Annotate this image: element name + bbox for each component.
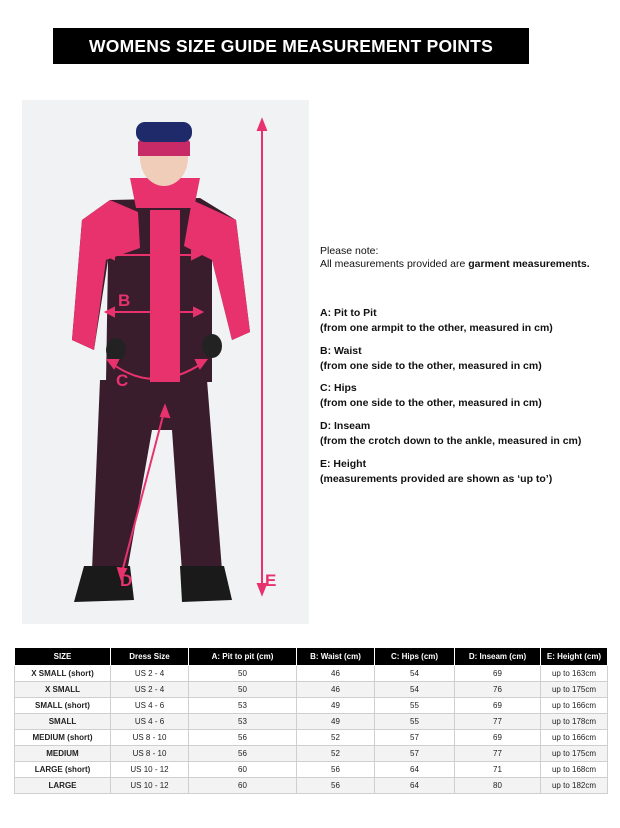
header-pit-to-pit: A: Pit to pit (cm)	[189, 648, 297, 666]
table-header-row	[15, 648, 608, 666]
cell-inseam: 69	[455, 730, 541, 746]
measurement-point-c	[320, 381, 610, 410]
measurement-point-title: C: Hips	[320, 382, 357, 394]
note-text-bold: garment measurements.	[468, 258, 590, 270]
measurement-point-desc: (from one armpit to the other, measured in cm)	[320, 321, 553, 334]
cell-size: X SMALL (short)	[15, 666, 111, 682]
header-waist: B: Waist (cm)	[297, 648, 375, 666]
note-text-prefix: All measurements provided are	[320, 258, 469, 270]
cell-inseam: 77	[455, 746, 541, 762]
measurement-point-desc: (from the crotch down to the ankle, measured in cm)	[320, 434, 582, 447]
cell-size: LARGE	[15, 778, 111, 794]
cell-dress-size: US 2 - 4	[111, 682, 189, 698]
cell-inseam: 77	[455, 714, 541, 730]
note-text	[320, 258, 610, 271]
table-row	[15, 762, 608, 778]
cell-pit-to-pit: 53	[189, 714, 297, 730]
table-row	[15, 682, 608, 698]
cell-height: up to 163cm	[541, 666, 608, 682]
cell-dress-size: US 8 - 10	[111, 746, 189, 762]
cell-height: up to 182cm	[541, 778, 608, 794]
cell-hips: 55	[375, 698, 455, 714]
measurement-point-e	[320, 457, 610, 486]
cell-dress-size: US 10 - 12	[111, 778, 189, 794]
cell-height: up to 166cm	[541, 698, 608, 714]
cell-hips: 57	[375, 746, 455, 762]
cell-inseam: 69	[455, 698, 541, 714]
measurement-point-d	[320, 419, 610, 448]
notes-block	[320, 245, 610, 271]
cell-waist: 49	[297, 714, 375, 730]
cell-hips: 54	[375, 682, 455, 698]
header-dress-size: Dress Size	[111, 648, 189, 666]
front-zip-panel	[150, 210, 180, 382]
cell-dress-size: US 4 - 6	[111, 698, 189, 714]
cell-dress-size: US 2 - 4	[111, 666, 189, 682]
label-c: C	[116, 371, 129, 390]
header-hips: C: Hips (cm)	[375, 648, 455, 666]
arrow-e-head-top	[258, 120, 266, 130]
cell-height: up to 166cm	[541, 730, 608, 746]
measurement-point-desc: (from one side to the other, measured in cm)	[320, 359, 542, 372]
cell-pit-to-pit: 50	[189, 682, 297, 698]
cell-pit-to-pit: 56	[189, 746, 297, 762]
pants-shape	[92, 380, 222, 572]
cell-pit-to-pit: 60	[189, 762, 297, 778]
label-e: E	[265, 571, 277, 590]
cell-size: MEDIUM	[15, 746, 111, 762]
cell-waist: 46	[297, 666, 375, 682]
label-a: A	[116, 235, 129, 254]
model-photo	[22, 100, 309, 624]
measurement-point-b	[320, 344, 610, 373]
cell-pit-to-pit: 50	[189, 666, 297, 682]
cell-pit-to-pit: 60	[189, 778, 297, 794]
label-d: D	[120, 571, 133, 590]
header-inseam: D: Inseam (cm)	[455, 648, 541, 666]
left-glove	[106, 338, 126, 362]
cell-dress-size: US 10 - 12	[111, 762, 189, 778]
model-illustration	[22, 100, 309, 624]
table-row	[15, 778, 608, 794]
measurement-point-title: D: Inseam	[320, 420, 371, 432]
cell-inseam: 76	[455, 682, 541, 698]
table-row	[15, 730, 608, 746]
right-boot	[180, 566, 232, 602]
table-row	[15, 714, 608, 730]
header-height: E: Height (cm)	[541, 648, 608, 666]
cell-waist: 56	[297, 778, 375, 794]
table-row	[15, 698, 608, 714]
cell-size: X SMALL	[15, 682, 111, 698]
cell-waist: 52	[297, 746, 375, 762]
measurement-point-desc: (from one side to the other, measured in cm)	[320, 396, 542, 409]
table-row	[15, 746, 608, 762]
cell-waist: 52	[297, 730, 375, 746]
header-size: SIZE	[15, 648, 111, 666]
goggles	[136, 122, 192, 142]
measurement-point-title: A: Pit to Pit	[320, 307, 377, 319]
cell-hips: 64	[375, 778, 455, 794]
measurement-point-title: B: Waist	[320, 345, 362, 357]
cell-waist: 46	[297, 682, 375, 698]
label-b: B	[118, 291, 131, 310]
cell-inseam: 80	[455, 778, 541, 794]
page-title: WOMENS SIZE GUIDE MEASUREMENT POINTS	[89, 35, 493, 56]
measurement-point-title: E: Height	[320, 458, 367, 470]
cell-height: up to 178cm	[541, 714, 608, 730]
cell-pit-to-pit: 53	[189, 698, 297, 714]
cell-height: up to 175cm	[541, 682, 608, 698]
cell-size: MEDIUM (short)	[15, 730, 111, 746]
right-glove	[202, 334, 222, 358]
cell-inseam: 71	[455, 762, 541, 778]
cell-size: SMALL (short)	[15, 698, 111, 714]
cell-waist: 49	[297, 698, 375, 714]
cell-size: SMALL	[15, 714, 111, 730]
cell-hips: 57	[375, 730, 455, 746]
cell-size: LARGE (short)	[15, 762, 111, 778]
cell-dress-size: US 4 - 6	[111, 714, 189, 730]
cell-inseam: 69	[455, 666, 541, 682]
cell-pit-to-pit: 56	[189, 730, 297, 746]
table-row	[15, 666, 608, 682]
title-banner	[53, 28, 529, 64]
cell-hips: 55	[375, 714, 455, 730]
size-table	[14, 647, 608, 794]
cell-waist: 56	[297, 762, 375, 778]
cell-height: up to 175cm	[541, 746, 608, 762]
measurement-point-a	[320, 306, 610, 335]
cell-dress-size: US 8 - 10	[111, 730, 189, 746]
cell-hips: 54	[375, 666, 455, 682]
cell-height: up to 168cm	[541, 762, 608, 778]
measurement-point-desc: (measurements provided are shown as ‘up to’)	[320, 472, 553, 485]
cell-hips: 64	[375, 762, 455, 778]
note-heading: Please note:	[320, 245, 379, 257]
